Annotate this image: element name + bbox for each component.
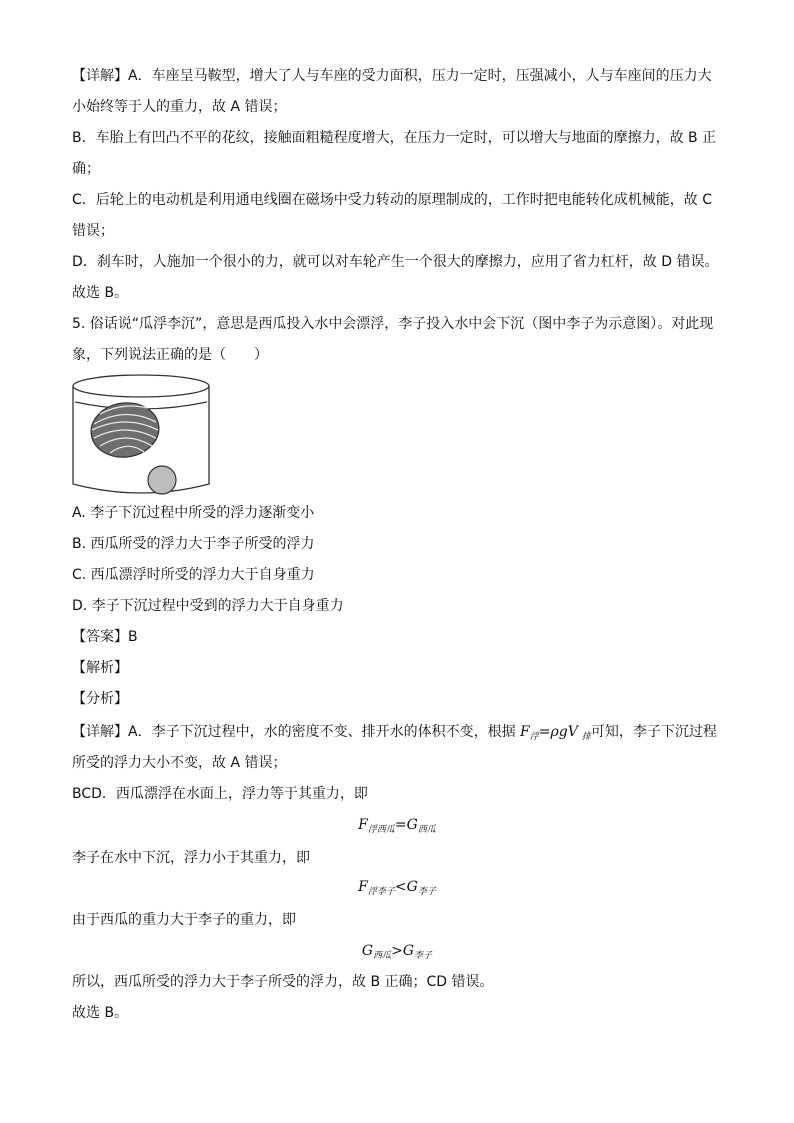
option-a: A. 李子下沉过程中所受的浮力逐渐变小 [72,505,315,521]
prev-line-1: 【详解】A．车座呈马鞍型，增大了人与车座的受力面积，压力一定时，压强减小，人与车座间的压力大 [72,68,712,84]
equation-1: $F_{浮西瓜}=G_{西瓜}$ [358,817,436,835]
option-d: D. 李子下沉过程中受到的浮力大于自身重力 [72,598,344,614]
option-c: C. 西瓜漂浮时所受的浮力大于自身重力 [72,567,315,583]
prev-line-5: C．后轮上的电动机是利用通电线圈在磁场中受力转动的原理制成的，工作时把电能转化成机械能，故 C [72,192,712,208]
buoyancy-formula: $F_浮=\rho gV$ $_排$ [520,724,591,742]
detail-line-4: 李子在水中下沉，浮力小于其重力，即 [72,850,310,866]
detail-line-1-b: 可知，李子下沉过程 [590,724,717,740]
analysis-label: 【解析】 [72,660,128,676]
detail-line-3: BCD．西瓜漂浮在水面上，浮力等于其重力，即 [72,786,368,802]
detail-line-1-a: 【详解】A．李子下沉过程中，水的密度不变、排开水的体积不变，根据 [72,724,516,740]
question-stem-line-1: 5. 俗话说“瓜浮李沉”，意思是西瓜投入水中会漂浮，李子投入水中会下沉（图中李子为示意图）。对此现 [72,316,714,332]
detail-line-7: 故选 B。 [72,1005,129,1021]
prev-line-3: B．车胎上有凹凸不平的花纹，接触面粗糙程度增大，在压力一定时，可以增大与地面的摩擦力，故 B 正 [72,130,717,146]
detail-line-5: 由于西瓜的重力大于李子的重力，即 [72,912,296,928]
container-rim [73,375,209,397]
detail-line-2: 所受的浮力大小不变，故 A 错误； [72,755,287,771]
equation-2: $F_{浮李子}<G_{李子}$ [358,879,436,897]
plum [148,466,176,494]
prev-line-7: D．刹车时，人施加一个很小的力，就可以对车轮产生一个很大的摩擦力，应用了省力杠杆，故 D 错误。 [72,254,719,270]
fenxi-label: 【分析】 [72,691,128,707]
option-b: B. 西瓜所受的浮力大于李子所受的浮力 [72,536,315,552]
detail-line-6: 所以，西瓜所受的浮力大于李子所受的浮力，故 B 正确；CD 错误。 [72,974,494,990]
prev-line-4: 确； [72,161,100,177]
detail-line-1 [72,722,717,744]
prev-line-2: 小始终等于人的重力，故 A 错误； [72,99,287,115]
watermelon [88,399,163,462]
prev-line-8: 故选 B。 [72,285,129,301]
watermelon-plum-figure [70,372,215,500]
answer-label: 【答案】B [72,629,138,645]
prev-line-6: 错误； [72,223,114,239]
question-stem-line-2: 象，下列说法正确的是（ ） [72,347,268,363]
equation-3: $G_{西瓜}>G_{李子}$ [361,943,433,961]
